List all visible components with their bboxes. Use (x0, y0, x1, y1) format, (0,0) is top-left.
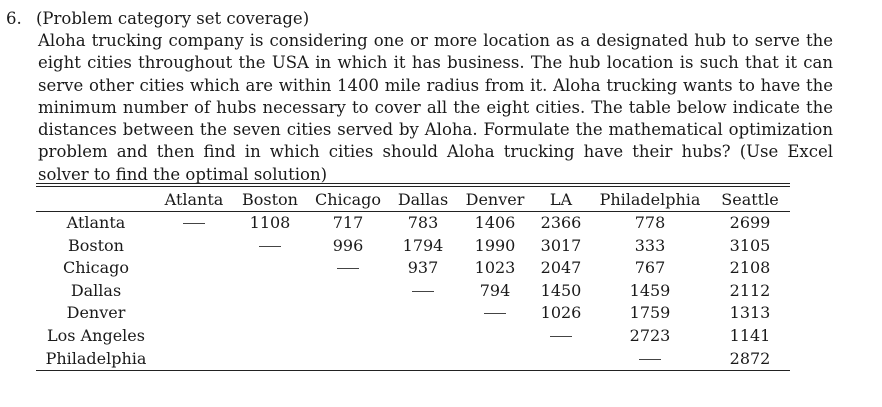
table-row (36, 348, 790, 371)
distance-cell: 1026 (540, 303, 582, 323)
dash-mark (412, 291, 434, 292)
table-row (36, 212, 790, 235)
distance-cell: 1794 (402, 235, 444, 255)
column-header: Chicago (314, 189, 382, 209)
distance-cell: 1313 (729, 303, 771, 323)
empty-cell (308, 348, 388, 371)
empty-cell (156, 257, 232, 280)
distance-cell: 2047 (540, 258, 582, 278)
column-header: Philadelphia (599, 189, 701, 209)
empty-cell (458, 325, 532, 348)
dash-mark (639, 359, 661, 360)
empty-cell (156, 348, 232, 371)
empty-cell (308, 325, 388, 348)
distance-cell: 937 (407, 258, 439, 278)
row-city-label: Dallas (70, 280, 122, 300)
empty-cell (232, 257, 308, 280)
distance-cell: 2366 (540, 213, 582, 232)
empty-cell (388, 302, 458, 325)
table-row (36, 302, 790, 325)
distance-cell: 717 (332, 213, 364, 232)
table-row (36, 235, 790, 258)
row-city-label: Philadelphia (45, 348, 147, 368)
problem-heading (6, 8, 309, 30)
distance-cell: 2872 (729, 348, 771, 368)
distance-cell: 333 (634, 235, 666, 255)
empty-cell (156, 302, 232, 325)
diagonal-dash (388, 280, 458, 303)
column-header: LA (549, 189, 573, 209)
column-header: Boston (242, 189, 298, 209)
table-bottom-rule (36, 370, 790, 371)
column-header: Denver (465, 189, 525, 209)
empty-cell (232, 325, 308, 348)
distance-cell: 2112 (729, 280, 771, 300)
distance-cell: 2108 (729, 258, 771, 278)
table-body (36, 211, 790, 370)
distance-cell: 1450 (540, 280, 582, 300)
row-city-label: Los Angeles (47, 325, 145, 345)
distance-cell: 778 (634, 213, 666, 232)
diagonal-dash (232, 235, 308, 258)
header-corner (36, 187, 156, 211)
dash-mark (550, 336, 572, 337)
empty-cell (388, 348, 458, 371)
empty-cell (532, 348, 590, 371)
distance-cell: 1141 (729, 325, 771, 345)
diagonal-dash (308, 257, 388, 280)
row-city-label: Boston (68, 235, 124, 255)
row-city-label: Atlanta (66, 213, 126, 232)
empty-cell (308, 302, 388, 325)
column-header: Seattle (721, 189, 779, 209)
row-city-label: Denver (66, 303, 126, 323)
distance-cell: 794 (479, 280, 511, 300)
dash-mark (259, 246, 281, 247)
distance-cell: 3105 (729, 235, 771, 255)
problem-number: 6. (6, 9, 22, 28)
distance-table (36, 187, 790, 370)
dash-mark (484, 313, 506, 314)
diagonal-dash (156, 212, 232, 235)
distance-table-container (36, 183, 790, 371)
dash-mark (337, 268, 359, 269)
diagonal-dash (458, 302, 532, 325)
distance-cell: 1990 (474, 235, 516, 255)
problem-text: Aloha trucking company is considering one or more location as a designated hub to serve the eight cities throughout the USA in which it has business. The hub location is such that it can serve other cities which are within 1400 mile radius from it. Aloha trucking wants to have the minimum number of hubs necessary to cover all the eight cities. The table below indicate the distances between the seven cities served by Aloha. Formulate the mathematical optimization problem and then find in which cities should Aloha trucking have their hubs? (Use Excel solver to find the optimal solution) (38, 31, 833, 184)
empty-cell (156, 235, 232, 258)
empty-cell (156, 280, 232, 303)
distance-cell: 1406 (474, 213, 516, 232)
distance-cell: 783 (407, 213, 439, 232)
empty-cell (388, 325, 458, 348)
distance-cell: 996 (332, 235, 364, 255)
table-row (36, 257, 790, 280)
column-header: Atlanta (164, 189, 224, 209)
diagonal-dash (590, 348, 710, 371)
table-row (36, 280, 790, 303)
distance-cell: 1108 (249, 213, 291, 232)
table-header-row (36, 187, 790, 211)
distance-cell: 767 (634, 258, 666, 278)
empty-cell (232, 348, 308, 371)
empty-cell (232, 280, 308, 303)
distance-cell: 1459 (629, 280, 671, 300)
distance-cell: 1759 (629, 303, 671, 323)
distance-cell: 1023 (474, 258, 516, 278)
diagonal-dash (532, 325, 590, 348)
dash-mark (183, 223, 205, 224)
empty-cell (156, 325, 232, 348)
row-city-label: Chicago (62, 258, 130, 278)
distance-cell: 2723 (629, 325, 671, 345)
distance-cell: 2699 (729, 213, 771, 232)
empty-cell (458, 348, 532, 371)
empty-cell (308, 280, 388, 303)
distance-cell: 3017 (540, 235, 582, 255)
empty-cell (232, 302, 308, 325)
table-row (36, 325, 790, 348)
problem-title: (Problem category set coverage) (36, 9, 310, 28)
column-header: Dallas (397, 189, 449, 209)
